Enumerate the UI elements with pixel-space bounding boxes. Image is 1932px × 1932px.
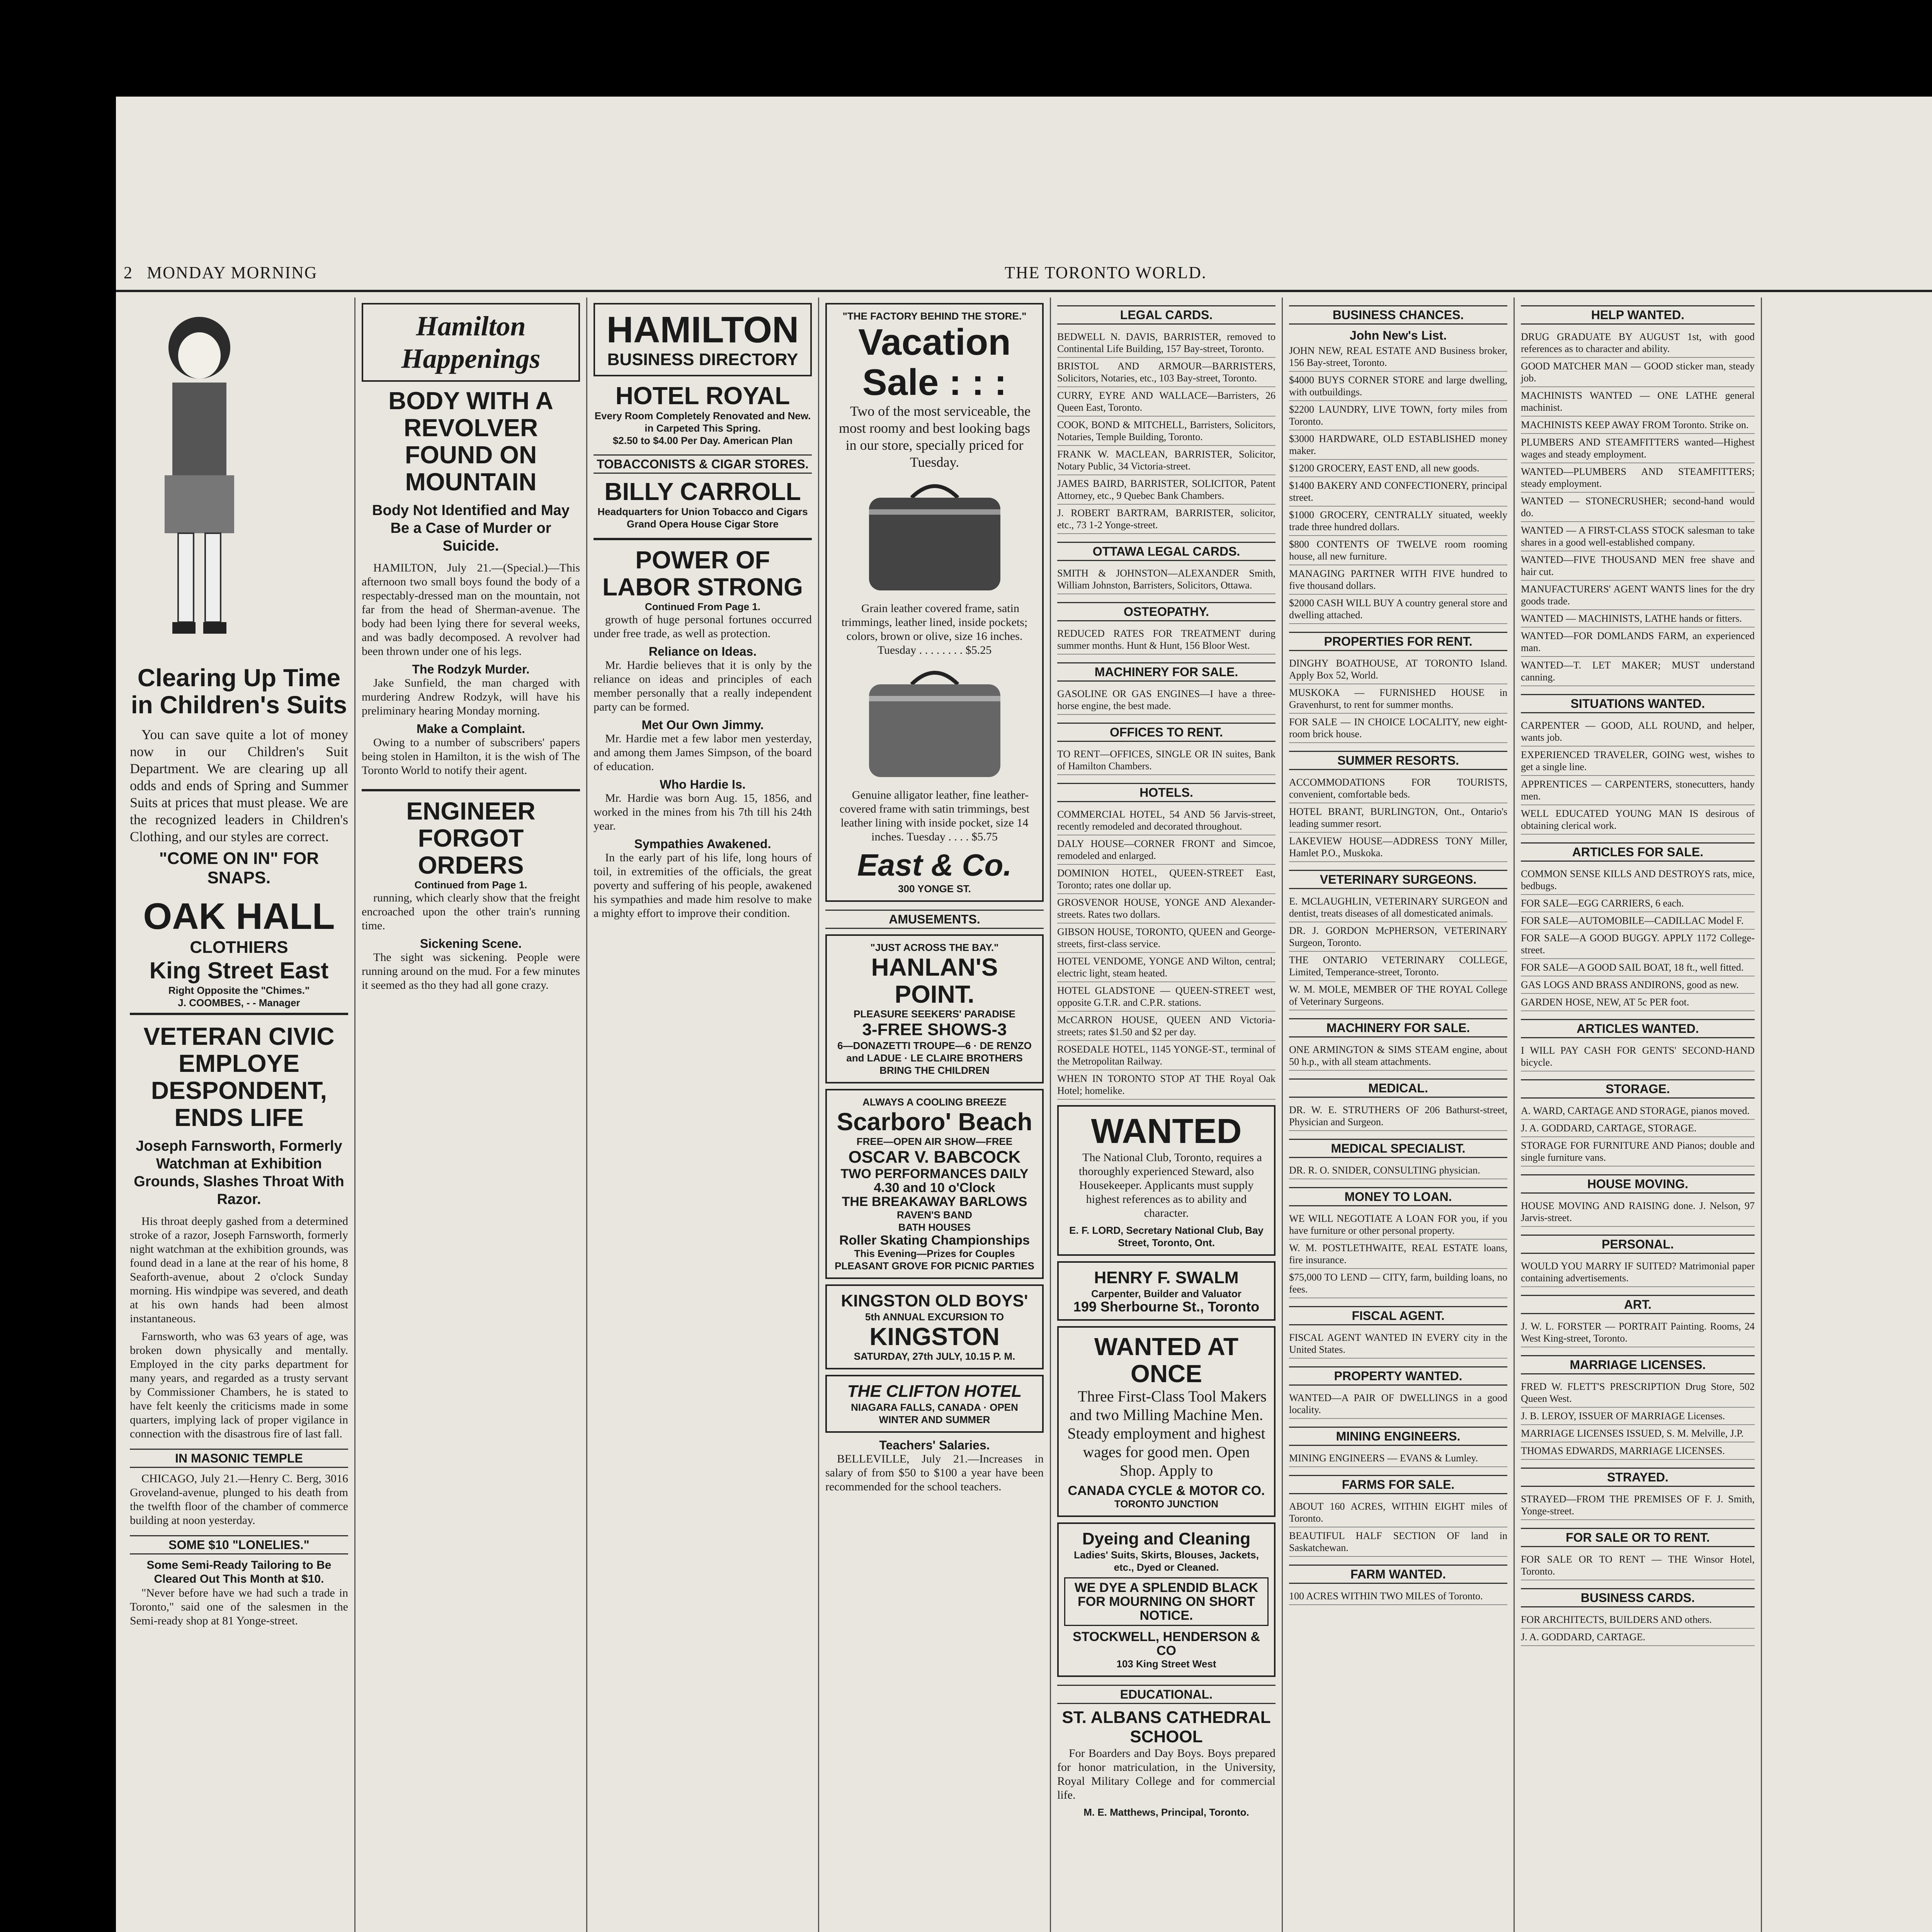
st-albans-text: For Boarders and Day Boys. Boys prepared for honor matriculation, in the University, Royal Military College and for commercial life. <box>1057 1747 1276 1801</box>
hotel-card: WHEN IN TORONTO STOP AT THE Royal Oak Hotel; homelike. <box>1057 1070 1276 1100</box>
clifton-subtitle: NIAGARA FALLS, CANADA · OPEN WINTER AND SUMMER <box>851 1401 1018 1425</box>
loan-card: $75,000 TO LEND — CITY, farm, building loans, no fees. <box>1289 1269 1507 1298</box>
hotel-royal-note: Every Room Completely Renovated and New. in Carpeted This Spring. <box>594 410 811 434</box>
legal-card: CURRY, EYRE AND WALLACE—Barristers, 26 Queen East, Toronto. <box>1057 387 1276 417</box>
revolver-headline: BODY WITH A REVOLVER FOUND ON MOUNTAIN <box>388 387 553 496</box>
column-2 <box>355 298 587 1932</box>
free-shows: 3-FREE SHOWS-3 <box>862 1020 1007 1039</box>
dyeing-title: Dyeing and Cleaning <box>1082 1529 1251 1548</box>
mining-card: MINING ENGINEERS — EVANS & Lumley. <box>1289 1450 1507 1467</box>
veterinary-card: W. M. MOLE, MEMBER OF THE ROYAL College of Veterinary Surgeons. <box>1289 981 1507 1010</box>
ad-slogan: "COME ON IN" FOR SNAPS. <box>159 849 319 887</box>
lonelies-deck: Some Semi-Ready Tailoring to Be Cleared Out This Month at $10. <box>146 1559 332 1585</box>
national-club-wanted-ad <box>1057 1105 1276 1256</box>
situation-card: WELL EDUCATED YOUNG MAN IS desirous of obtaining clerical work. <box>1521 805 1755 835</box>
articles-for-sale-section: ARTICLES FOR SALE. <box>1521 842 1755 862</box>
clearing-suits-ad-title: Clearing Up Time in Children's Suits <box>131 664 347 719</box>
situations-wanted-section: SITUATIONS WANTED. <box>1521 694 1755 713</box>
child-illustration <box>130 305 269 653</box>
billy-carroll-note: Headquarters for Union Tobacco and Cigars Grand Opera House Cigar Store <box>597 506 808 530</box>
medical-specialist-section: MEDICAL SPECIALIST. <box>1289 1139 1507 1158</box>
help-wanted-card: WANTED — MACHINISTS, LATHE hands or fitters. <box>1521 610 1755 628</box>
grain-leather-bag-icon <box>854 474 1016 598</box>
rodzyk-paragraph: Jake Sunfield, the man charged with murdering Andrew Rodzyk, will have his preliminary hearing Monday morning. <box>362 677 580 717</box>
storage-section: STORAGE. <box>1521 1079 1755 1099</box>
complaint-paragraph: Owing to a number of subscribers' papers being stolen in Hamilton, it is the wish of The Toronto World to notify their agent. <box>362 736 580 777</box>
business-card: $4000 BUYS CORNER STORE and large dwelling, with outbuildings. <box>1289 372 1507 401</box>
farm-wanted-card: 100 ACRES WITHIN TWO MILES of Toronto. <box>1289 1588 1507 1605</box>
hanlan-subtitle: PLEASURE SEEKERS' PARADISE <box>854 1008 1015 1020</box>
article-card: FOR SALE—A GOOD SAIL BOAT, 18 ft., well fitted. <box>1521 959 1755 976</box>
farm-wanted-section: FARM WANTED. <box>1289 1565 1507 1584</box>
hotel-card: HOTEL VENDOME, YONGE AND Wilton, central; electric light, steam heated. <box>1057 953 1276 982</box>
legal-card: FRANK W. MACLEAN, BARRISTER, Solicitor, Notary Public, 34 Victoria-street. <box>1057 446 1276 475</box>
oak-hall-note: Right Opposite the "Chimes." <box>168 985 310 996</box>
vacation-sale-tag: "THE FACTORY BEHIND THE STORE." <box>842 310 1027 322</box>
article-card: GARDEN HOSE, NEW, AT 5c PER foot. <box>1521 994 1755 1011</box>
vacation-sale-intro: Two of the most serviceable, the most roomy and best looking bags in our store, specially priced for Tuesday. <box>839 403 1031 470</box>
help-wanted-card: MANUFACTURERS' AGENT WANTS lines for the dry goods trade. <box>1521 581 1755 610</box>
help-wanted-card: WANTED—T. LET MAKER; MUST understand canning. <box>1521 657 1755 686</box>
mourning-notice: WE DYE A SPLENDID BLACK FOR MOURNING ON SHORT NOTICE. <box>1064 1577 1269 1626</box>
hotel-card: ROSEDALE HOTEL, 1145 YONGE-ST., terminal of the Metropolitan Railway. <box>1057 1041 1276 1070</box>
storage-card: J. A. GODDARD, CARTAGE, STORAGE. <box>1521 1120 1755 1137</box>
hamilton-directory <box>594 303 812 376</box>
storage-card: A. WARD, CARTAGE AND STORAGE, pianos moved. <box>1521 1102 1755 1120</box>
canada-cycle-location: TORONTO JUNCTION <box>1114 1498 1219 1510</box>
article-wanted-card: I WILL PAY CASH FOR GENTS' SECOND-HAND bicycle. <box>1521 1042 1755 1071</box>
marriage-card: J. B. LEROY, ISSUER OF MARRIAGE Licenses. <box>1521 1408 1755 1425</box>
article-card: FOR SALE—AUTOMOBILE—CADILLAC Model F. <box>1521 912 1755 930</box>
business-card: $1200 GROCERY, EAST END, all new goods. <box>1289 460 1507 477</box>
house-moving-card: HOUSE MOVING AND RAISING done. J. Nelson, 97 Jarvis-street. <box>1521 1197 1755 1227</box>
bath-houses: BATH HOUSES <box>898 1221 971 1233</box>
teachers-salaries-paragraph: BELLEVILLE, July 21.—Increases in salary of from $50 to $100 a year have been recommended for the school teachers. <box>825 1452 1044 1493</box>
help-wanted-section: HELP WANTED. <box>1521 305 1755 325</box>
for-sale-or-rent-section: FOR SALE OR TO RENT. <box>1521 1528 1755 1547</box>
osteopathy-card: REDUCED RATES FOR TREATMENT during summer months. Hunt & Hunt, 156 Bloor West. <box>1057 625 1276 655</box>
business-card: $3000 HARDWARE, OLD ESTABLISHED money maker. <box>1289 430 1507 460</box>
oak-hall-name: OAK HALL <box>143 896 335 937</box>
loan-card: WE WILL NEGOTIATE A LOAN FOR you, if you have furniture or other personal property. <box>1289 1210 1507 1240</box>
article-card: FOR SALE—EGG CARRIERS, 6 each. <box>1521 895 1755 912</box>
st-albans-title: ST. ALBANS CATHEDRAL SCHOOL <box>1062 1708 1271 1746</box>
masonic-temple-paragraph: CHICAGO, July 21.—Henry C. Berg, 3016 Groveland-avenue, plunged to his death from the twelfth floor of the chamber of commerce building at noon yesterday. <box>130 1472 348 1527</box>
sickening-scene-paragraph: The sight was sickening. People were running around on the mud. For a few minutes it seemed as tho they had all gone crazy. <box>362 951 580 992</box>
hardie-subhead: Who Hardie Is. <box>660 777 746 791</box>
kingston-date: SATURDAY, 27th JULY, 10.15 P. M. <box>854 1350 1015 1362</box>
hotels-section: HOTELS. <box>1057 783 1276 802</box>
ottawa-legal-section: OTTAWA LEGAL CARDS. <box>1057 542 1276 561</box>
column-4 <box>819 298 1051 1932</box>
wanted-at-once-text: Three First-Class Tool Makers and two Milling Machine Men. Steady employment and highest wages for good men. Open Shop. Apply to <box>1067 1388 1267 1479</box>
office-card: TO RENT—OFFICES, SINGLE OR IN suites, Bank of Hamilton Chambers. <box>1057 746 1276 775</box>
resort-card: ACCOMMODATIONS FOR TOURISTS, convenient, comfortable beds. <box>1289 774 1507 803</box>
property-wanted-card: WANTED—A PAIR OF DWELLINGS in a good locality. <box>1289 1389 1507 1419</box>
hotel-card: GIBSON HOUSE, TORONTO, QUEEN and George-streets, first-class service. <box>1057 923 1276 953</box>
page-columns <box>124 298 1932 1932</box>
marriage-card: FRED W. FLETT'S PRESCRIPTION Drug Store, 502 Queen West. <box>1521 1378 1755 1408</box>
situation-card: CARPENTER — GOOD, ALL ROUND, and helper, wants job. <box>1521 717 1755 747</box>
legal-card: J. ROBERT BARTRAM, BARRISTER, solicitor, etc., 73 1-2 Yonge-street. <box>1057 505 1276 534</box>
machinery-sale-card: ONE ARMINGTON & SIMS STEAM engine, about 50 h.p., with all steam attachments. <box>1289 1041 1507 1071</box>
hardie-paragraph: Mr. Hardie was born Aug. 15, 1856, and worked in the mines from his 7th till his 24th year. <box>594 792 812 832</box>
article-card: COMMON SENSE KILLS AND DESTROYS rats, mice, bedbugs. <box>1521 866 1755 895</box>
veterinary-section: VETERINARY SURGEONS. <box>1289 870 1507 889</box>
hamilton-happenings-banner: Hamilton Happenings <box>362 303 580 382</box>
strayed-section: STRAYED. <box>1521 1468 1755 1487</box>
help-wanted-card: GOOD MATCHER MAN — GOOD sticker man, steady job. <box>1521 358 1755 387</box>
labor-paragraph-1: growth of huge personal fortunes occurred under free trade, as well as protection. <box>594 613 812 640</box>
oak-hall-address: King Street East <box>149 957 329 983</box>
legal-card: BRISTOL AND ARMOUR—BARRISTERS, Solicitors, Notaries, etc., 103 Bay-street, Toronto. <box>1057 358 1276 387</box>
legal-card: JAMES BAIRD, BARRISTER, SOLICITOR, Patent Attorney, etc., 9 Quebec Bank Chambers. <box>1057 475 1276 505</box>
complaint-subhead: Make a Complaint. <box>417 722 525 736</box>
sympathies-paragraph: In the early part of his life, long hours of toil, in extremities of the officials, the great poverty and suffering of his people, awakened his sympathies and made him resolve to make a mighty effort to improve their condition. <box>594 851 812 920</box>
hanlan-title: HANLAN'S POINT. <box>871 953 998 1008</box>
john-new-list: John New's List. <box>1349 328 1447 342</box>
farnsworth-paragraph-1: His throat deeply gashed from a determined stroke of a razor, Joseph Farnsworth, formerly night watchman at the exhibition grounds, was found dead in a lane at the rear of his home, 8 Seaforth-avenue, about 2 o'clock Sunday morning. His windpipe was severed, and death at his own hands had been almost instantaneous. <box>130 1215 348 1325</box>
medical-specialist-card: DR. R. O. SNIDER, CONSULTING physician. <box>1289 1162 1507 1179</box>
clearing-suits-ad-body: You can save quite a lot of money now in our Children's Suit Department. We are clearing up all odds and ends of Spring and Summer Suits at prices that must please. We are the recognized leaders in Children's Clothing, and our styles are correct. <box>130 727 348 844</box>
stockwell-address: 103 King Street West <box>1116 1658 1216 1670</box>
farnsworth-deck: Joseph Farnsworth, Formerly Watchman at Exhibition Grounds, Slashes Throat With Razor. <box>134 1138 344 1208</box>
help-wanted-card: PLUMBERS AND STEAMFITTERS wanted—Highest wages and steady employment. <box>1521 434 1755 463</box>
swalm-address: 199 Sherbourne St., Toronto <box>1073 1299 1260 1315</box>
hotel-card: DOMINION HOTEL, QUEEN-STREET East, Toronto; rates one dollar up. <box>1057 865 1276 894</box>
kingston-city: KINGSTON <box>869 1323 1000 1350</box>
dyeing-ad <box>1057 1522 1276 1677</box>
osteopathy-section: OSTEOPATHY. <box>1057 602 1276 621</box>
revolver-paragraph-1: HAMILTON, July 21.—(Special.)—This afternoon two small boys found the body of a respectably-dressed man on the mountain, not far from the head of Sherman-avenue. The body had been lying there for several weeks, and was badly decomposed. A revolver had been thrown under one of his legs. <box>362 561 580 658</box>
house-moving-section: HOUSE MOVING. <box>1521 1174 1755 1194</box>
bring-children: BRING THE CHILDREN <box>879 1065 990 1076</box>
storage-card: STORAGE FOR FURNITURE AND Pianos; double and single furniture vans. <box>1521 1137 1755 1167</box>
farnsworth-paragraph-2: Farnsworth, who was 63 years of age, was broken down physically and mentally. Employed in the city parks department for many years, and regarded as a trusty servant by Commissioner Chambers, he is stated to have felt keenly the criticisms made in some quarters, implying lack of proper vigilance in connection with the disastrous fire of last fall. <box>130 1330 348 1440</box>
marriage-card: MARRIAGE LICENSES ISSUED, S. M. Melville, J.P. <box>1521 1425 1755 1442</box>
hanlan-tag: "JUST ACROSS THE BAY." <box>870 942 999 953</box>
property-card: MUSKOKA — FURNISHED HOUSE in Gravenhurst, to rent for summer months. <box>1289 684 1507 714</box>
kingston-subtitle: 5th ANNUAL EXCURSION TO <box>865 1311 1004 1323</box>
hotel-card: DALY HOUSE—CORNER FRONT and Simcoe, remodeled and enlarged. <box>1057 835 1276 865</box>
help-wanted-card: MACHINISTS WANTED — ONE LATHE general machinist. <box>1521 387 1755 417</box>
farm-card: ABOUT 160 ACRES, WITHIN EIGHT miles of Toronto. <box>1289 1498 1507 1527</box>
farnsworth-headline: VETERAN CIVIC EMPLOYE DESPONDENT, ENDS LIFE <box>143 1022 335 1131</box>
labor-headline: POWER OF LABOR STRONG <box>594 538 812 600</box>
column-3 <box>587 298 819 1932</box>
business-card: JOHN NEW, REAL ESTATE AND Business broker, 156 Bay-street, Toronto. <box>1289 342 1507 372</box>
masthead <box>116 259 1932 292</box>
roller-skating: Roller Skating Championships <box>839 1233 1030 1248</box>
article-card: GAS LOGS AND BRASS ANDIRONS, good as new. <box>1521 976 1755 994</box>
strayed-card: STRAYED—FROM THE PREMISES OF F. J. Smith, Yonge-street. <box>1521 1491 1755 1520</box>
hotel-card: COMMERCIAL HOTEL, 54 AND 56 Jarvis-street, recently remodeled and decorated throughout. <box>1057 806 1276 835</box>
business-card: $800 CONTENTS OF TWELVE room rooming house, all new furniture. <box>1289 536 1507 565</box>
bag-2-description: Genuine alligator leather, fine leather-covered frame with satin trimmings, best leather lining with inside pocket, size 14 inches. Tuesday . . . . $5.75 <box>839 789 1030 843</box>
machinery-section: MACHINERY FOR SALE. <box>1057 662 1276 682</box>
column-5 <box>1051 298 1283 1932</box>
sympathies-subhead: Sympathies Awakened. <box>634 837 771 851</box>
swalm-ad <box>1057 1261 1276 1321</box>
properties-section: PROPERTIES FOR RENT. <box>1289 632 1507 651</box>
clifton-hotel-ad <box>825 1375 1044 1433</box>
personal-section: PERSONAL. <box>1521 1235 1755 1254</box>
canada-cycle-name: CANADA CYCLE & MOTOR CO. <box>1068 1483 1265 1498</box>
business-card: $1000 GROCERY, CENTRALLY situated, weekly trade three hundred dollars. <box>1289 507 1507 536</box>
kingston-title: KINGSTON OLD BOYS' <box>841 1291 1028 1310</box>
property-card: DINGHY BOATHOUSE, AT TORONTO Island. Apply Box 52, World. <box>1289 655 1507 684</box>
tobacconists-section: TOBACCONISTS & CIGAR STORES. <box>594 454 812 474</box>
property-card: FOR SALE — IN CHOICE LOCALITY, new eight-room brick house. <box>1289 714 1507 743</box>
stockwell-name: STOCKWELL, HENDERSON & CO <box>1073 1629 1260 1658</box>
hotel-royal-rate: $2.50 to $4.00 Per Day. American Plan <box>612 435 793 446</box>
educational-section: EDUCATIONAL. <box>1057 1685 1276 1704</box>
swalm-name: HENRY F. SWALM <box>1094 1268 1239 1287</box>
legal-cards-section: LEGAL CARDS. <box>1057 305 1276 325</box>
articles-wanted-section: ARTICLES WANTED. <box>1521 1019 1755 1038</box>
amusements-section: AMUSEMENTS. <box>825 910 1044 929</box>
engineer-paragraph-1: running, which clearly show that the freight encroached upon the other train's running time. <box>362 891 580 932</box>
billy-carroll-name: BILLY CARROLL <box>604 478 801 505</box>
wanted-at-once-ad <box>1057 1326 1276 1517</box>
personal-card: WOULD YOU MARRY IF SUITED? Matrimonial paper containing advertisements. <box>1521 1258 1755 1287</box>
alligator-bag-icon <box>854 661 1016 785</box>
wanted-text: The National Club, Toronto, requires a thoroughly experienced Steward, also Housekeeper. Applicants must supply highest references as to ability and character. <box>1078 1151 1262 1219</box>
for-sale-card: FOR SALE OR TO RENT — THE Winsor Hotel, Toronto. <box>1521 1551 1755 1580</box>
legal-card: BEDWELL N. DAVIS, BARRISTER, removed to Continental Life Building, 157 Bay-street, Toronto. <box>1057 328 1276 358</box>
roller-skating-sub: This Evening—Prizes for Couples <box>854 1248 1015 1259</box>
property-wanted-section: PROPERTY WANTED. <box>1289 1366 1507 1386</box>
east-co-address: 300 YONGE ST. <box>898 883 971 895</box>
engineer-headline: ENGINEER FORGOT ORDERS <box>362 789 580 879</box>
rodzyk-subhead: The Rodzyk Murder. <box>412 662 530 676</box>
medical-section: MEDICAL. <box>1289 1078 1507 1098</box>
jimmy-subhead: Met Our Own Jimmy. <box>641 718 764 732</box>
free-shows-acts: 6—DONAZETTI TROUPE—6 · DE RENZO and LADUE · LE CLAIRE BROTHERS <box>837 1040 1032 1064</box>
situation-card: EXPERIENCED TRAVELER, GOING west, wishes to get a single line. <box>1521 747 1755 776</box>
farms-section: FARMS FOR SALE. <box>1289 1475 1507 1494</box>
loan-card: W. M. POSTLETHWAITE, REAL ESTATE loans, fire insurance. <box>1289 1240 1507 1269</box>
performance-times: 4.30 and 10 o'Clock <box>874 1180 995 1195</box>
veterinary-card: E. MCLAUGHLIN, VETERINARY SURGEON and dentist, treats diseases of all domesticated animals. <box>1289 893 1507 922</box>
oak-hall-manager: J. COOMBES, - - Manager <box>130 997 348 1015</box>
column-6 <box>1283 298 1515 1932</box>
scarboro-title: Scarboro' Beach <box>837 1108 1032 1136</box>
business-card: $2200 LAUNDRY, LIVE TOWN, forty miles from Toronto. <box>1289 401 1507 430</box>
oak-hall-subtitle: CLOTHIERS <box>190 938 288 957</box>
business-cards-section: BUSINESS CARDS. <box>1521 1588 1755 1607</box>
farm-card: BEAUTIFUL HALF SECTION OF land in Saskatchewan. <box>1289 1527 1507 1557</box>
hotel-card: HOTEL GLADSTONE — QUEEN-STREET west, opposite G.T.R. and C.P.R. stations. <box>1057 982 1276 1012</box>
business-chances-section: BUSINESS CHANCES. <box>1289 305 1507 325</box>
legal-card: COOK, BOND & MITCHELL, Barristers, Solicitors, Notaries, Temple Building, Toronto. <box>1057 417 1276 446</box>
marriage-licenses-section: MARRIAGE LICENSES. <box>1521 1355 1755 1374</box>
scarboro-beach-ad <box>825 1089 1044 1279</box>
marriage-card: THOMAS EDWARDS, MARRIAGE LICENSES. <box>1521 1442 1755 1460</box>
mining-engineers-section: MINING ENGINEERS. <box>1289 1427 1507 1446</box>
dyeing-text: Ladies' Suits, Skirts, Blouses, Jackets, etc., Dyed or Cleaned. <box>1074 1549 1259 1573</box>
st-albans-signature: M. E. Matthews, Principal, Toronto. <box>1083 1806 1249 1818</box>
page-number: 2 <box>124 263 133 282</box>
reliance-paragraph: Mr. Hardie believes that it is only by the reliance on ideas and principles of each member personally that a really independent party can be formed. <box>594 659 812 713</box>
reliance-subhead: Reliance on Ideas. <box>648 645 757 658</box>
business-card-entry: J. A. GODDARD, CARTAGE. <box>1521 1629 1755 1646</box>
ottawa-legal-card: SMITH & JOHNSTON—ALEXANDER Smith, William Johnston, Barristers, Solicitors, Ottawa. <box>1057 565 1276 594</box>
veterinary-card: THE ONTARIO VETERINARY COLLEGE, Limited, Temperance-street, Toronto. <box>1289 952 1507 981</box>
kingston-excursion-ad <box>825 1284 1044 1369</box>
help-wanted-card: WANTED—FOR DOMLANDS FARM, an experienced man. <box>1521 628 1755 657</box>
swalm-subtitle: Carpenter, Builder and Valuator <box>1091 1288 1242 1299</box>
babcock-name: OSCAR V. BABCOCK <box>848 1148 1021 1167</box>
labor-continued: Continued From Page 1. <box>645 601 761 612</box>
wanted-signature: E. F. LORD, Secretary National Club, Bay Street, Toronto, Ont. <box>1069 1225 1264 1248</box>
fiscal-agent-card: FISCAL AGENT WANTED IN EVERY city in the United States. <box>1289 1329 1507 1359</box>
machinery-card: GASOLINE OR GAS ENGINES—I have a three-horse engine, the best made. <box>1057 685 1276 715</box>
lonelies-subhead: SOME $10 "LONELIES." <box>130 1535 348 1554</box>
hotel-card: GROSVENOR HOUSE, YONGE AND Alexander-streets. Rates two dollars. <box>1057 894 1276 923</box>
masonic-temple-subhead: IN MASONIC TEMPLE <box>130 1449 348 1468</box>
scarboro-tag: ALWAYS A COOLING BREEZE <box>862 1096 1007 1108</box>
engineer-continued: Continued from Page 1. <box>414 879 527 891</box>
summer-resorts-section: SUMMER RESORTS. <box>1289 751 1507 770</box>
masthead-day: MONDAY MORNING <box>147 263 318 282</box>
revolver-deck: Body Not Identified and May Be a Case of Murder or Suicide. <box>372 502 570 554</box>
picnic-parties: PLEASANT GROVE FOR PICNIC PARTIES <box>835 1260 1034 1272</box>
resort-card: LAKEVIEW HOUSE—ADDRESS TONY Miller, Hamlet P.O., Muskoka. <box>1289 833 1507 862</box>
veterinary-card: DR. J. GORDON McPHERSON, VETERINARY Surgeon, Toronto. <box>1289 922 1507 952</box>
jimmy-paragraph: Mr. Hardie met a few labor men yesterday, and among them James Simpson, of the board of education. <box>594 732 812 773</box>
teachers-salaries-subhead: Teachers' Salaries. <box>879 1438 990 1452</box>
help-wanted-card: WANTED — STONECRUSHER; second-hand would do. <box>1521 493 1755 522</box>
newspaper-page <box>116 97 1932 1932</box>
machinery-sale-section: MACHINERY FOR SALE. <box>1289 1018 1507 1037</box>
medical-card: DR. W. E. STRUTHERS OF 206 Bathurst-street, Physician and Surgeon. <box>1289 1102 1507 1131</box>
art-card: J. W. L. FORSTER — PORTRAIT Painting. Rooms, 24 West King-street, Toronto. <box>1521 1318 1755 1347</box>
help-wanted-card: WANTED — A FIRST-CLASS STOCK salesman to take shares in a good well-established company. <box>1521 522 1755 551</box>
wanted-title: WANTED <box>1091 1112 1242 1151</box>
clifton-title: THE CLIFTON HOTEL <box>847 1382 1022 1401</box>
scarboro-subtitle: FREE—OPEN AIR SHOW—FREE <box>856 1136 1013 1147</box>
business-card: $1400 BAKERY AND CONFECTIONERY, principal street. <box>1289 477 1507 507</box>
masthead-paper-name: THE TORONTO WORLD. <box>1005 263 1207 282</box>
offices-section: OFFICES TO RENT. <box>1057 723 1276 742</box>
business-card: MANAGING PARTNER WITH FIVE hundred to five thousand dollars. <box>1289 565 1507 595</box>
art-section: ART. <box>1521 1295 1755 1314</box>
situation-card: APPRENTICES — CARPENTERS, stonecutters, handy men. <box>1521 776 1755 805</box>
hotel-royal-name: HOTEL ROYAL <box>615 382 790 410</box>
ravens-band: RAVEN'S BAND <box>897 1209 972 1221</box>
money-to-loan-section: MONEY TO LOAN. <box>1289 1187 1507 1206</box>
fiscal-agent-section: FISCAL AGENT. <box>1289 1306 1507 1325</box>
lonelies-paragraph: "Never before have we had such a trade in Toronto," said one of the salesmen in the Semi-ready shop at 81 Yonge-street. <box>130 1587 348 1627</box>
bag-1-description: Grain leather covered frame, satin trimmings, leather lined, inside pockets; colors, brown or olive, size 16 inches. Tuesday . . . . . . . . $5.25 <box>841 602 1028 656</box>
east-co-brand: East & Co. <box>857 848 1012 882</box>
help-wanted-card: DRUG GRADUATE BY AUGUST 1st, with good references as to character and ability. <box>1521 328 1755 358</box>
directory-subtitle: BUSINESS DIRECTORY <box>607 350 798 369</box>
hanlans-point-ad <box>825 934 1044 1083</box>
column-7 <box>1515 298 1762 1932</box>
column-1 <box>124 298 355 1932</box>
barlows: THE BREAKAWAY BARLOWS <box>842 1194 1027 1209</box>
hotel-card: McCARRON HOUSE, QUEEN AND Victoria-streets; rates $1.50 and $2 per day. <box>1057 1012 1276 1041</box>
business-card: $2000 CASH WILL BUY A country general store and dwelling attached. <box>1289 595 1507 624</box>
wanted-at-once-title: WANTED AT ONCE <box>1094 1333 1239 1388</box>
vacation-sale-title: Vacation Sale : : : <box>858 321 1011 403</box>
business-card-entry: FOR ARCHITECTS, BUILDERS AND others. <box>1521 1611 1755 1629</box>
resort-card: HOTEL BRANT, BURLINGTON, Ont., Ontario's leading summer resort. <box>1289 803 1507 833</box>
help-wanted-card: WANTED—PLUMBERS AND STEAMFITTERS; steady employment. <box>1521 463 1755 493</box>
directory-title: HAMILTON <box>606 309 799 350</box>
help-wanted-card: MACHINISTS KEEP AWAY FROM Toronto. Strike on. <box>1521 417 1755 434</box>
performances: TWO PERFORMANCES DAILY <box>840 1167 1029 1181</box>
sickening-scene-subhead: Sickening Scene. <box>420 937 522 951</box>
help-wanted-card: WANTED—FIVE THOUSAND MEN free shave and hair cut. <box>1521 551 1755 581</box>
vacation-sale-ad <box>825 303 1044 902</box>
article-card: FOR SALE—A GOOD BUGGY. APPLY 1172 College-street. <box>1521 930 1755 959</box>
